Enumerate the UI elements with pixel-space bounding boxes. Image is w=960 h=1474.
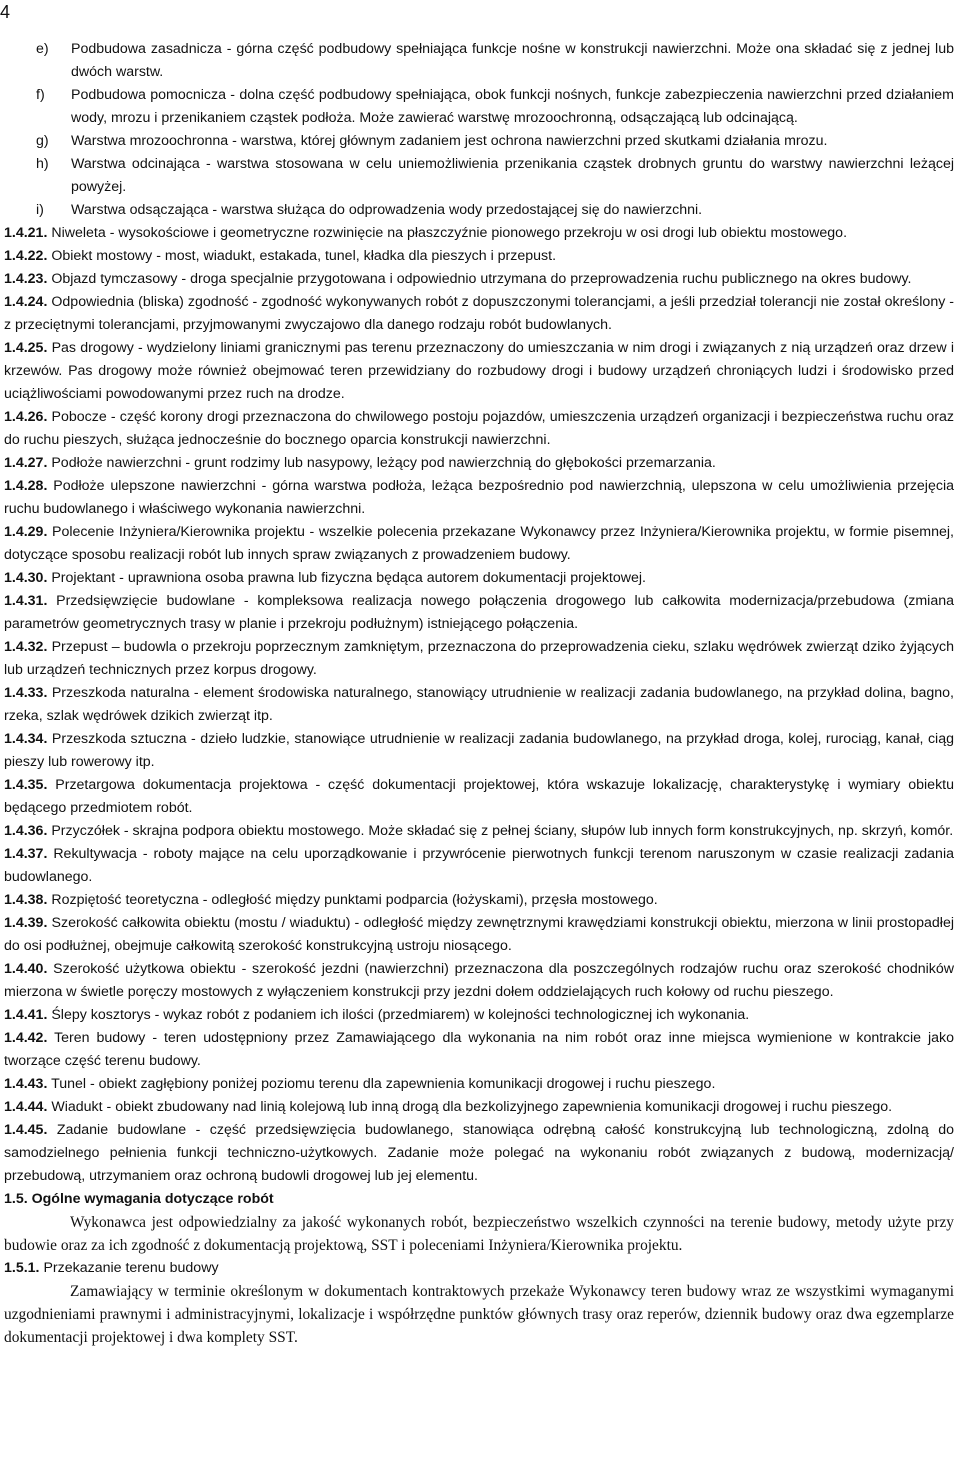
list-marker: i): [36, 202, 44, 218]
definition-text: Szerokość całkowita obiektu (mostu / wiaduktu) - odległość między zewnętrznymi krawędziami konstrukcji obiektu, mierzona w linii prostopadłej do osi podłużnej, obejmuje całkowitą szerokość konstrukcyjną ustroju niosącego.: [4, 915, 954, 954]
definition-number: 1.4.26.: [4, 409, 48, 425]
definition-text: Projektant - uprawniona osoba prawna lub fizyczna będąca autorem dokumentacji projektowej.: [51, 570, 646, 586]
definition-number: 1.4.42.: [4, 1030, 48, 1046]
definition-text: Przedsięwzięcie budowlane - kompleksowa realizacja nowego połączenia drogowego lub całkowita modernizacja/przebudowa (zmiana parametrów geometrycznych trasy w planie i przekroju podłużnym) istniejącego połączenia.: [4, 593, 954, 632]
definition-number: 1.4.32.: [4, 639, 48, 655]
definition-number: 1.4.23.: [4, 271, 48, 287]
definitions-list: [4, 222, 954, 1188]
definition-number: 1.4.41.: [4, 1007, 48, 1023]
definition-text: Przeszkoda naturalna - element środowiska naturalnego, stanowiący utrudnienie w realizacji zadania budowlanego, na przykład dolina, bagno, rzeka, szlak wędrówek dzikich zwierząt itp.: [4, 685, 954, 724]
definition-item: [4, 590, 954, 636]
definition-item: [4, 1119, 954, 1188]
section-heading: 1.5. Ogólne wymagania dotyczące robót: [4, 1191, 274, 1207]
definition-item: [4, 774, 954, 820]
list-text: Podbudowa zasadnicza - górna część podbudowy spełniająca funkcje nośne w konstrukcji nawierzchni. Może ona składać się z jednej lub dwóch warstw.: [71, 41, 954, 80]
definition-item: [4, 1073, 954, 1096]
list-text: Warstwa odsączająca - warstwa służąca do odprowadzenia wody przedostającej się do nawierzchni.: [71, 202, 703, 218]
definition-text: Teren budowy - teren udostępniony przez Zamawiającego dla wykonania na nim robót oraz inne miejsca wymienione w kontrakcie jako tworzące część terenu budowy.: [4, 1030, 955, 1069]
definition-item: [4, 245, 954, 268]
definition-text: Podłoże nawierzchni - grunt rodzimy lub nasypowy, leżący pod nawierzchnią do głębokości przemarzania.: [51, 455, 716, 471]
list-item: [4, 199, 954, 222]
subsection-title: Przekazanie terenu budowy: [43, 1260, 219, 1276]
definition-number: 1.4.27.: [4, 455, 48, 471]
definition-number: 1.4.21.: [4, 225, 48, 241]
definition-item: [4, 567, 954, 590]
definition-item: [4, 820, 954, 843]
list-marker: e): [36, 41, 49, 57]
definition-item: [4, 912, 954, 958]
definition-item: [4, 291, 954, 337]
definition-number: 1.4.38.: [4, 892, 48, 908]
definition-number: 1.4.36.: [4, 823, 48, 839]
section-paragraph: Wykonawca jest odpowiedzialny za jakość wykonanych robót, bezpieczeństwo wszelkich czynności na terenie budowy, metody użyte przy budowie oraz za ich zgodność z dokumentacją projektową, SST i poleceniami Inżyniera/Kierownika projektu.: [4, 1214, 954, 1254]
definition-item: [4, 268, 954, 291]
definition-number: 1.4.30.: [4, 570, 48, 586]
list-marker: g): [36, 133, 49, 149]
definition-text: Pobocze - część korony drogi przeznaczona do chwilowego postoju pojazdów, umieszczenia urządzeń organizacji i bezpieczeństwa ruchu oraz do ruchu pieszych, służąca jednocześnie do bocznego oparcia konstrukcji nawierzchni.: [4, 409, 954, 448]
definition-item: [4, 1027, 954, 1073]
definition-number: 1.4.29.: [4, 524, 48, 540]
subsection-heading: [4, 1257, 954, 1280]
definition-number: 1.4.25.: [4, 340, 48, 356]
definition-text: Polecenie Inżyniera/Kierownika projektu - wszelkie polecenia przekazane Wykonawcy przez Inżyniera/Kierownika projektu, w formie pisemnej, dotyczące sposobu realizacji robót lub innych spraw związanych z prowadzeniem budowy.: [4, 524, 954, 563]
definition-text: Szerokość użytkowa obiektu - szerokość jezdni (nawierzchni) przeznaczona dla poszczególnych rodzajów ruchu oraz szerokość chodników mierzona w świetle poręczy mostowych z wyłączeniem konstrukcji przy jezdni dołem oddzielających ruch kołowy od ruchu pieszego.: [4, 961, 954, 1000]
definition-number: 1.4.35.: [4, 777, 48, 793]
definition-text: Pas drogowy - wydzielony liniami granicznymi pas terenu przeznaczony do umieszczania w nim drogi i związanych z nią urządzeń oraz drzew i krzewów. Pas drogowy może również obejmować teren przewidziany do rozbudowy drogi i budowy urządzeń chroniących ludzi i środowisko przed uciążliwościami powodowanymi przez ruch na drodze.: [4, 340, 954, 402]
list-text: Podbudowa pomocnicza - dolna część podbudowy spełniająca, obok funkcji nośnych, funkcje zabezpieczenia nawierzchni przed działaniem wody, mrozu i przenikaniem cząstek podłoża. Może zawierać warstwę mrozoochronną, odsączającą lub odcinającą.: [71, 87, 954, 126]
definition-number: 1.4.39.: [4, 915, 48, 931]
layer-list: [4, 38, 954, 222]
definition-number: 1.4.40.: [4, 961, 48, 977]
definition-text: Objazd tymczasowy - droga specjalnie przygotowana i odpowiednio utrzymana do przeprowadzenia ruchu publicznego na okres budowy.: [51, 271, 912, 287]
definition-text: Odpowiednia (bliska) zgodność - zgodność wykonywanych robót z dopuszczonymi tolerancjami, a jeśli przedział tolerancji nie został określony - z przeciętnymi tolerancjami, przyjmowanymi zwyczajowo dla danego rodzaju robót budowlanych.: [4, 294, 954, 333]
definition-text: Przetargowa dokumentacja projektowa - część dokumentacji projektowej, która wskazuje lokalizację, charakterystykę i wymiary obiektu będącego przedmiotem robót.: [4, 777, 954, 816]
definition-text: Rekultywacja - roboty mające na celu uporządkowanie i przywrócenie pierwotnych funkcji terenom naruszonym w czasie realizacji zadania budowlanego.: [4, 846, 954, 885]
list-item: [4, 84, 954, 130]
definition-text: Rozpiętość teoretyczna - odległość między punktami podparcia (łożyskami), przęsła mostowego.: [51, 892, 658, 908]
definition-item: [4, 475, 954, 521]
document-body: [4, 38, 954, 1349]
definition-text: Przepust – budowla o przekroju poprzecznym zamkniętym, przeznaczona do przeprowadzenia cieku, szlaku wędrówek zwierząt dziko żyjących lub urządzeń technicznych przez korpus drogowy.: [4, 639, 955, 678]
definition-item: [4, 452, 954, 475]
list-item: [4, 130, 954, 153]
definition-item: [4, 521, 954, 567]
definition-item: [4, 682, 954, 728]
list-item: [4, 38, 954, 84]
list-text: Warstwa odcinająca - warstwa stosowana w celu uniemożliwienia przenikania cząstek drobnych gruntu do warstwy nawierzchni leżącej powyżej.: [71, 156, 954, 195]
definition-item: [4, 958, 954, 1004]
subsection-number: 1.5.1.: [4, 1260, 40, 1276]
definition-item: [4, 1096, 954, 1119]
definition-item: [4, 337, 954, 406]
definition-number: 1.4.24.: [4, 294, 48, 310]
definition-text: Tunel - obiekt zagłębiony poniżej poziomu terenu dla zapewnienia komunikacji drogowej i ruchu pieszego.: [51, 1076, 716, 1092]
definition-number: 1.4.45.: [4, 1122, 48, 1138]
definition-text: Ślepy kosztorys - wykaz robót z podaniem ich ilości (przedmiarem) w kolejności technologicznej ich wykonania.: [51, 1007, 750, 1023]
page-number: 4: [0, 2, 11, 22]
definition-number: 1.4.31.: [4, 593, 48, 609]
definition-item: [4, 636, 954, 682]
definition-text: Wiadukt - obiekt zbudowany nad linią kolejową lub inną drogą dla bezkolizyjnego zapewnienia komunikacji drogowej i ruchu pieszego.: [51, 1099, 893, 1115]
definition-number: 1.4.33.: [4, 685, 48, 701]
definition-number: 1.4.28.: [4, 478, 48, 494]
definition-text: Obiekt mostowy - most, wiadukt, estakada, tunel, kładka dla pieszych i przepust.: [51, 248, 557, 264]
list-marker: h): [36, 156, 49, 172]
definition-number: 1.4.37.: [4, 846, 48, 862]
definition-item: [4, 889, 954, 912]
definition-text: Przeszkoda sztuczna - dzieło ludzkie, stanowiące utrudnienie w realizacji zadania budowlanego, na przykład droga, kolej, rurociąg, kanał, ciąg pieszy lub rowerowy itp.: [4, 731, 954, 770]
definition-number: 1.4.22.: [4, 248, 48, 264]
definition-text: Zadanie budowlane - część przedsięwzięcia budowlanego, stanowiąca odrębną całość konstrukcyjną lub technologiczną, zdolną do samodzielnego pełnienia funkcji techniczno-użytkowych. Zadanie może polegać na wykonaniu robót związanych z budową, modernizacją/ przebudową, utrzymaniem oraz ochroną budowli drogowej lub jej elementu.: [4, 1122, 954, 1184]
definition-number: 1.4.43.: [4, 1076, 48, 1092]
definition-item: [4, 728, 954, 774]
definition-text: Niweleta - wysokościowe i geometryczne rozwinięcie na płaszczyźnie pionowego przekroju w osi drogi lub obiektu mostowego.: [51, 225, 848, 241]
definition-number: 1.4.44.: [4, 1099, 48, 1115]
definition-item: [4, 1004, 954, 1027]
list-item: [4, 153, 954, 199]
definition-item: [4, 843, 954, 889]
list-marker: f): [36, 87, 45, 103]
definition-text: Podłoże ulepszone nawierzchni - górna warstwa podłoża, leżąca bezpośrednio pod nawierzchnią, ulepszona w celu umożliwienia przejęcia ruchu budowlanego i właściwego wykonania nawierzchni.: [4, 478, 954, 517]
definition-text: Przyczółek - skrajna podpora obiektu mostowego. Może składać się z pełnej ściany, słupów lub innych form konstrukcyjnych, np. skrzyń, komór.: [51, 823, 954, 839]
definition-number: 1.4.34.: [4, 731, 48, 747]
list-text: Warstwa mrozoochronna - warstwa, której głównym zadaniem jest ochrona nawierzchni przed skutkami działania mrozu.: [71, 133, 828, 149]
definition-item: [4, 406, 954, 452]
subsection-paragraph: Zamawiający w terminie określonym w dokumentach kontraktowych przekaże Wykonawcy teren budowy wraz ze wszystkimi wymaganymi uzgodnieniami prawnymi i administracyjnymi, lokalizacje i współrzędne punktów głównych trasy oraz reperów, dziennik budowy oraz dwa egzemplarze dokumentacji projektowej i dwa komplety SST.: [4, 1283, 954, 1346]
definition-item: [4, 222, 954, 245]
